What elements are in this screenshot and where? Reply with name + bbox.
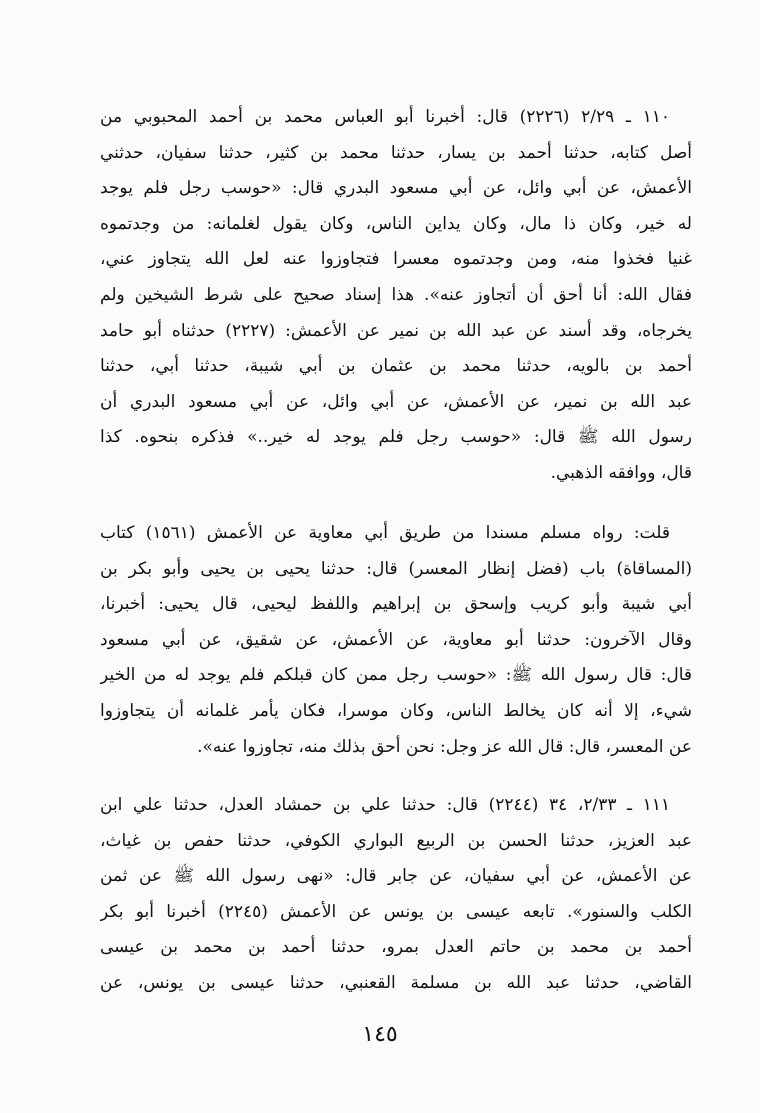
text-line: رسول الله ﷺ قال: «حوسب رجل فلم يوجد له خير..» فذكره بنحوه. كذا [100, 427, 692, 448]
text-line: عبد العزيز، حدثنا الحسن بن الربيع البواري الكوفي، حدثنا حفص بن غياث، [100, 830, 692, 851]
text-line: ١١٠ ـ ٢/٢٩ (٢٢٢٦) قال: أخبرنا أبو العباس محمد بن أحمد المحبوبي من [100, 107, 670, 127]
text-line: قال: قال رسول الله ﷺ: «حوسب رجل ممن كان قبلكم فلم يوجد له من الخير [100, 665, 692, 686]
text-line: له خير، وكان ذا مال، وكان يداين الناس، وكان يقول لغلمانه: من وجدتموه [100, 213, 692, 234]
text-line: أصل كتابه، حدثنا أحمد بن يسار، حدثنا محمد بن كثير، حدثنا سفيان، حدثني [100, 142, 692, 163]
text-line: أحمد بن محمد بن حاتم العدل بمرو، حدثنا أحمد بن محمد بن عيسى [100, 937, 692, 958]
text-line: أحمد بن بالويه، حدثنا محمد بن عثمان بن أبي شيبة، حدثنا أبي، حدثنا [100, 356, 692, 377]
text-line: غنيا فخذوا منه، ومن وجدتموه معسرا فتجاوزوا عنه لعل الله يتجاوز عني، [100, 249, 692, 270]
text-line: وقال الآخرون: حدثنا أبو معاوية، عن الأعمش، عن شقيق، عن أبي مسعود [100, 629, 692, 650]
text-line: عن المعسر، قال: قال الله عز وجل: نحن أحق بذلك منه، تجاوزوا عنه». [197, 736, 692, 757]
text-line: يخرجاه، وقد أسند عن عبد الله بن نمير عن الأعمش: (٢٢٢٧) حدثناه أبو حامد [100, 320, 692, 341]
text-line: قلت: رواه مسلم مسندا من طريق أبي معاوية عن الأعمش (١٥٦١) كتاب [100, 523, 670, 543]
text-line: فقال الله: أنا أحق أن أتجاوز عنه». هذا إسناد صحيح على شرط الشيخين ولم [100, 284, 692, 305]
text-line: عبد الله بن نمير، عن الأعمش، عن أبي وائل، عن أبي مسعود البدري أن [100, 391, 692, 412]
commentary-paragraph [100, 516, 692, 765]
text-line: القاضي، حدثنا عبد الله بن مسلمة القعنبي، حدثنا عيسى بن يونس، عن [100, 972, 692, 993]
text-line: أبي شيبة وأبو كريب وإسحق بن إبراهيم واللفظ ليحيى، قال يحيى: أخبرنا، [100, 594, 692, 615]
text-line: شيء، إلا أنه كان يخالط الناس، وكان موسرا، فكان يأمر غلمانه أن يتجاوزوا [100, 700, 692, 721]
text-line: قال، ووافقه الذهبي. [550, 462, 692, 483]
text-line: الكلب والسنور». تابعه عيسى بن يونس عن الأعمش (٢٢٤٥) أخبرنا أبو بكر [100, 901, 692, 922]
hadith-110-paragraph [100, 100, 692, 492]
text-line: الأعمش، عن أبي وائل، عن أبي مسعود البدري قال: «حوسب رجل فلم يوجد [100, 178, 692, 199]
text-line: ١١١ ـ ٢/٣٣، ٣٤ (٢٢٤٤) قال: حدثنا علي بن حمشاد العدل، حدثنا علي ابن [100, 795, 671, 815]
hadith-111-paragraph [100, 788, 692, 1002]
text-line: (المساقاة) باب (فضل إنظار المعسر) قال: حدثنا يحيى بن يحيى وأبو بكر بن [100, 558, 692, 579]
text-line: عن الأعمش، عن أبي سفيان، عن جابر قال: «نهى رسول الله ﷺ عن ثمن [100, 866, 692, 887]
page-number: ١٤٥ [362, 1022, 398, 1047]
